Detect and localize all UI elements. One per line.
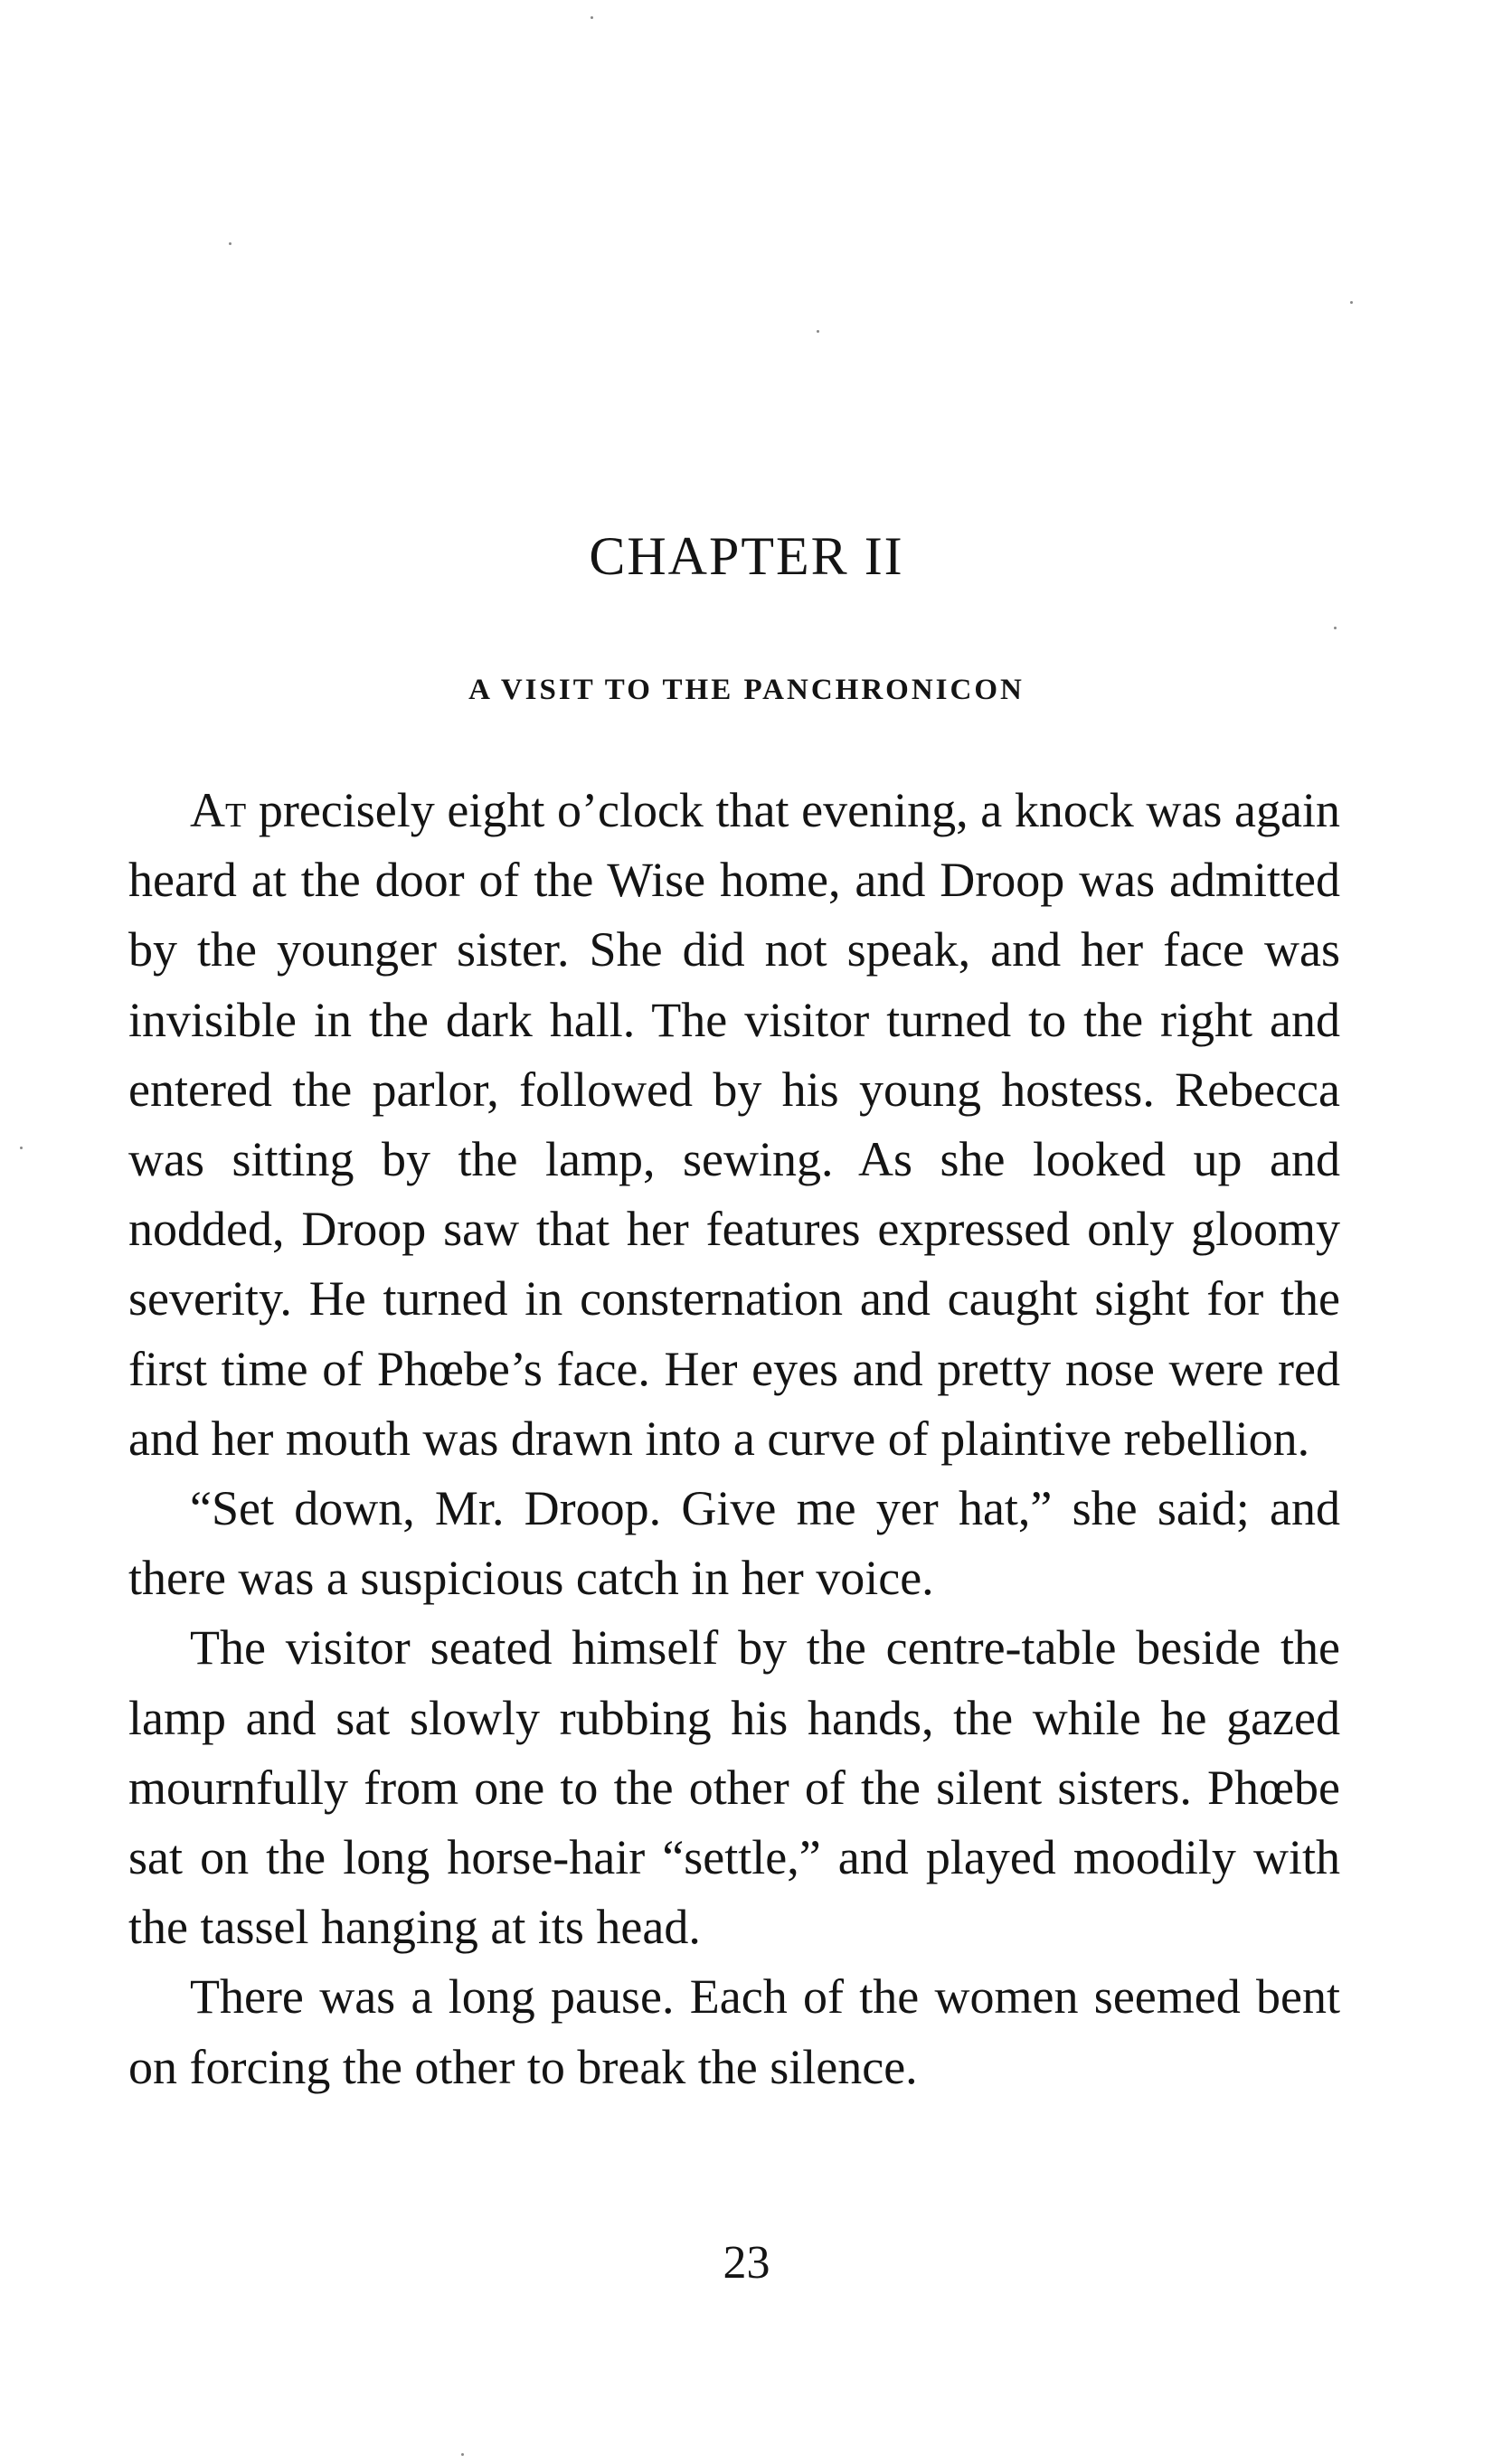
print-speck xyxy=(229,242,232,245)
print-speck xyxy=(461,2453,464,2456)
paragraph: The visitor seated himself by the centre-table beside the lamp and sat slowly rubbing his hands, the while he gazed mournfully from one to the other of the silent sisters. Phœbe sat on the long horse-hair “settle,” and played moodily with the tassel hanging at its head. xyxy=(128,1620,1340,1955)
paragraph-text: precisely eight o’clock that evening, a knock was again heard at the door of the Wise home, and Droop was admitted by the younger sister. She did not speak, and her face was invisible in the dark hall. The visitor turned to the right and entered the parlor, followed by his young hostess. Rebecca was sitting by the lamp, sewing. As she looked up and nodded, Droop saw that her features expressed only gloomy severity. He turned in consternation and caught sight for the first time of Phœbe’s face. Her eyes and pretty nose were red and her mouth was drawn into a curve of plaintive rebellion. xyxy=(128,783,1340,1466)
print-speck xyxy=(1350,301,1353,304)
print-speck xyxy=(1334,627,1337,629)
paragraph: There was a long pause. Each of the women seemed bent on forcing the other to break the silence. xyxy=(128,1969,1340,2094)
chapter-title: CHAPTER II xyxy=(589,526,904,586)
page-number: 23 xyxy=(723,2237,770,2289)
print-speck xyxy=(591,16,593,19)
paragraph: “Set down, Mr. Droop. Give me yer hat,” she said; and there was a suspicious catch in her voice. xyxy=(128,1481,1340,1606)
chapter-subtitle: A VISIT TO THE PANCHRONICON xyxy=(468,674,1025,706)
paragraph-lead-word: At xyxy=(190,783,247,837)
print-speck xyxy=(817,330,819,333)
chapter-body xyxy=(128,776,1340,2102)
paragraph xyxy=(128,776,1340,1474)
print-speck xyxy=(20,1147,23,1149)
